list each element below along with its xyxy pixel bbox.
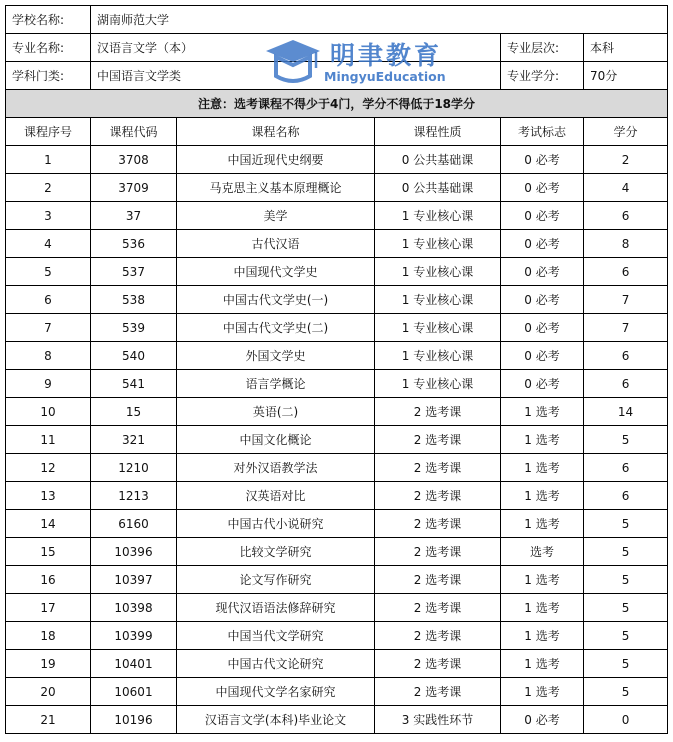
course-seq-cell: 18: [6, 622, 91, 650]
exam-flag-cell: 0 必考: [501, 314, 584, 342]
logo-chinese-text: 明聿教育: [330, 41, 443, 70]
table-row: [6, 314, 668, 342]
course-seq-cell: 8: [6, 342, 91, 370]
course-name-cell: 比较文学研究: [177, 538, 375, 566]
course-name-cell: 马克思主义基本原理概论: [177, 174, 375, 202]
course-type-cell: 1 专业核心课: [375, 230, 501, 258]
column-header: 课程序号: [6, 118, 91, 146]
school-row: [6, 6, 668, 34]
course-code-cell: 321: [91, 426, 177, 454]
course-code-cell: 3708: [91, 146, 177, 174]
course-name-cell: 中国古代文学史(一): [177, 286, 375, 314]
course-type-cell: 0 公共基础课: [375, 174, 501, 202]
exam-flag-cell: 0 必考: [501, 146, 584, 174]
credit-cell: 6: [584, 454, 668, 482]
course-name-cell: 现代汉语语法修辞研究: [177, 594, 375, 622]
major-label: 专业名称:: [6, 34, 91, 62]
exam-flag-cell: 1 选考: [501, 622, 584, 650]
credit-cell: 2: [584, 146, 668, 174]
column-header: 考试标志: [501, 118, 584, 146]
school-value: 湖南师范大学: [91, 6, 668, 34]
course-seq-cell: 15: [6, 538, 91, 566]
table-row: [6, 622, 668, 650]
course-name-cell: 中国现代文学名家研究: [177, 678, 375, 706]
exam-flag-cell: 0 必考: [501, 258, 584, 286]
course-seq-cell: 17: [6, 594, 91, 622]
category-label: 学科门类:: [6, 62, 91, 90]
course-code-cell: 15: [91, 398, 177, 426]
credit-cell: 5: [584, 594, 668, 622]
exam-flag-cell: 1 选考: [501, 426, 584, 454]
course-code-cell: 3709: [91, 174, 177, 202]
course-code-cell: 10601: [91, 678, 177, 706]
course-code-cell: 10401: [91, 650, 177, 678]
course-name-cell: 美学: [177, 202, 375, 230]
column-header-row: [6, 118, 668, 146]
course-type-cell: 2 选考课: [375, 678, 501, 706]
notice-row: [6, 90, 668, 118]
course-name-cell: 论文写作研究: [177, 566, 375, 594]
course-name-cell: 语言学概论: [177, 370, 375, 398]
course-seq-cell: 13: [6, 482, 91, 510]
major-row: [6, 34, 668, 62]
credit-cell: 5: [584, 650, 668, 678]
table-row: [6, 146, 668, 174]
table-row: [6, 174, 668, 202]
notice-text: 注意：选考课程不得少于4门，学分不得低于18学分: [6, 90, 668, 118]
course-type-cell: 1 专业核心课: [375, 370, 501, 398]
table-row: [6, 678, 668, 706]
course-type-cell: 2 选考课: [375, 482, 501, 510]
course-table: [5, 5, 668, 734]
course-seq-cell: 20: [6, 678, 91, 706]
course-code-cell: 539: [91, 314, 177, 342]
credit-cell: 4: [584, 174, 668, 202]
exam-flag-cell: 0 必考: [501, 286, 584, 314]
credit-cell: 5: [584, 538, 668, 566]
course-code-cell: 37: [91, 202, 177, 230]
course-code-cell: 540: [91, 342, 177, 370]
course-name-cell: 英语(二): [177, 398, 375, 426]
column-header: 课程名称: [177, 118, 375, 146]
table-row: [6, 650, 668, 678]
course-seq-cell: 3: [6, 202, 91, 230]
table-row: [6, 398, 668, 426]
credits-label: 专业学分:: [501, 62, 584, 90]
course-type-cell: 2 选考课: [375, 566, 501, 594]
credit-cell: 5: [584, 566, 668, 594]
credit-cell: 8: [584, 230, 668, 258]
table-row: [6, 566, 668, 594]
course-seq-cell: 1: [6, 146, 91, 174]
course-name-cell: 汉语言文学(本科)毕业论文: [177, 706, 375, 734]
course-type-cell: 2 选考课: [375, 510, 501, 538]
course-name-cell: 中国文化概论: [177, 426, 375, 454]
course-code-cell: 10397: [91, 566, 177, 594]
course-seq-cell: 21: [6, 706, 91, 734]
course-name-cell: 对外汉语教学法: [177, 454, 375, 482]
exam-flag-cell: 1 选考: [501, 510, 584, 538]
credit-cell: 6: [584, 342, 668, 370]
credit-cell: 6: [584, 370, 668, 398]
course-name-cell: 外国文学史: [177, 342, 375, 370]
course-code-cell: 1213: [91, 482, 177, 510]
course-type-cell: 1 专业核心课: [375, 286, 501, 314]
table-row: [6, 482, 668, 510]
exam-flag-cell: 选考: [501, 538, 584, 566]
credit-cell: 5: [584, 426, 668, 454]
course-type-cell: 0 公共基础课: [375, 146, 501, 174]
table-row: [6, 454, 668, 482]
course-type-cell: 2 选考课: [375, 538, 501, 566]
credit-cell: 14: [584, 398, 668, 426]
major-value: 汉语言文学（本）: [91, 34, 501, 62]
table-row: [6, 258, 668, 286]
exam-flag-cell: 1 选考: [501, 482, 584, 510]
exam-flag-cell: 1 选考: [501, 398, 584, 426]
course-name-cell: 中国现代文学史: [177, 258, 375, 286]
course-code-cell: 537: [91, 258, 177, 286]
exam-flag-cell: 0 必考: [501, 706, 584, 734]
course-name-cell: 中国古代小说研究: [177, 510, 375, 538]
course-type-cell: 2 选考课: [375, 398, 501, 426]
level-value: 本科: [584, 34, 668, 62]
course-seq-cell: 19: [6, 650, 91, 678]
credits-value: 70分: [584, 62, 668, 90]
course-code-cell: 536: [91, 230, 177, 258]
credit-cell: 7: [584, 314, 668, 342]
course-code-cell: 1210: [91, 454, 177, 482]
course-name-cell: 中国近现代史纲要: [177, 146, 375, 174]
course-code-cell: 6160: [91, 510, 177, 538]
exam-flag-cell: 1 选考: [501, 454, 584, 482]
column-header: 课程性质: [375, 118, 501, 146]
course-seq-cell: 14: [6, 510, 91, 538]
category-value: 中国语言文学类: [91, 62, 501, 90]
course-type-cell: 1 专业核心课: [375, 258, 501, 286]
course-seq-cell: 2: [6, 174, 91, 202]
course-code-cell: 10196: [91, 706, 177, 734]
course-seq-cell: 11: [6, 426, 91, 454]
course-type-cell: 1 专业核心课: [375, 202, 501, 230]
course-code-cell: 541: [91, 370, 177, 398]
table-row: [6, 426, 668, 454]
exam-flag-cell: 0 必考: [501, 370, 584, 398]
credit-cell: 5: [584, 622, 668, 650]
course-name-cell: 中国当代文学研究: [177, 622, 375, 650]
table-row: [6, 510, 668, 538]
course-code-cell: 10398: [91, 594, 177, 622]
column-header: 学分: [584, 118, 668, 146]
course-type-cell: 2 选考课: [375, 454, 501, 482]
logo-english-text: MingyuEducation: [324, 69, 446, 84]
course-type-cell: 3 实践性环节: [375, 706, 501, 734]
exam-flag-cell: 0 必考: [501, 174, 584, 202]
table-row: [6, 230, 668, 258]
course-type-cell: 1 专业核心课: [375, 342, 501, 370]
course-name-cell: 中国古代文论研究: [177, 650, 375, 678]
course-code-cell: 538: [91, 286, 177, 314]
table-row: [6, 202, 668, 230]
credit-cell: 5: [584, 510, 668, 538]
exam-flag-cell: 1 选考: [501, 678, 584, 706]
table-row: [6, 342, 668, 370]
course-seq-cell: 4: [6, 230, 91, 258]
exam-flag-cell: 1 选考: [501, 566, 584, 594]
level-label: 专业层次:: [501, 34, 584, 62]
table-row: [6, 286, 668, 314]
credit-cell: 6: [584, 258, 668, 286]
course-code-cell: 10396: [91, 538, 177, 566]
exam-flag-cell: 0 必考: [501, 230, 584, 258]
exam-flag-cell: 1 选考: [501, 650, 584, 678]
credit-cell: 6: [584, 482, 668, 510]
course-name-cell: 汉英语对比: [177, 482, 375, 510]
table-row: [6, 594, 668, 622]
credit-cell: 6: [584, 202, 668, 230]
course-name-cell: 中国古代文学史(二): [177, 314, 375, 342]
exam-flag-cell: 0 必考: [501, 342, 584, 370]
table-row: [6, 370, 668, 398]
credit-cell: 0: [584, 706, 668, 734]
course-type-cell: 2 选考课: [375, 622, 501, 650]
course-type-cell: 1 专业核心课: [375, 314, 501, 342]
credit-cell: 5: [584, 678, 668, 706]
course-seq-cell: 5: [6, 258, 91, 286]
course-seq-cell: 16: [6, 566, 91, 594]
table-row: [6, 706, 668, 734]
column-header: 课程代码: [91, 118, 177, 146]
course-seq-cell: 6: [6, 286, 91, 314]
credit-cell: 7: [584, 286, 668, 314]
exam-flag-cell: 0 必考: [501, 202, 584, 230]
table-row: [6, 538, 668, 566]
course-seq-cell: 7: [6, 314, 91, 342]
school-label: 学校名称:: [6, 6, 91, 34]
course-name-cell: 古代汉语: [177, 230, 375, 258]
course-seq-cell: 9: [6, 370, 91, 398]
course-seq-cell: 10: [6, 398, 91, 426]
course-seq-cell: 12: [6, 454, 91, 482]
category-row: [6, 62, 668, 90]
exam-flag-cell: 1 选考: [501, 594, 584, 622]
course-type-cell: 2 选考课: [375, 650, 501, 678]
course-type-cell: 2 选考课: [375, 426, 501, 454]
course-code-cell: 10399: [91, 622, 177, 650]
course-type-cell: 2 选考课: [375, 594, 501, 622]
